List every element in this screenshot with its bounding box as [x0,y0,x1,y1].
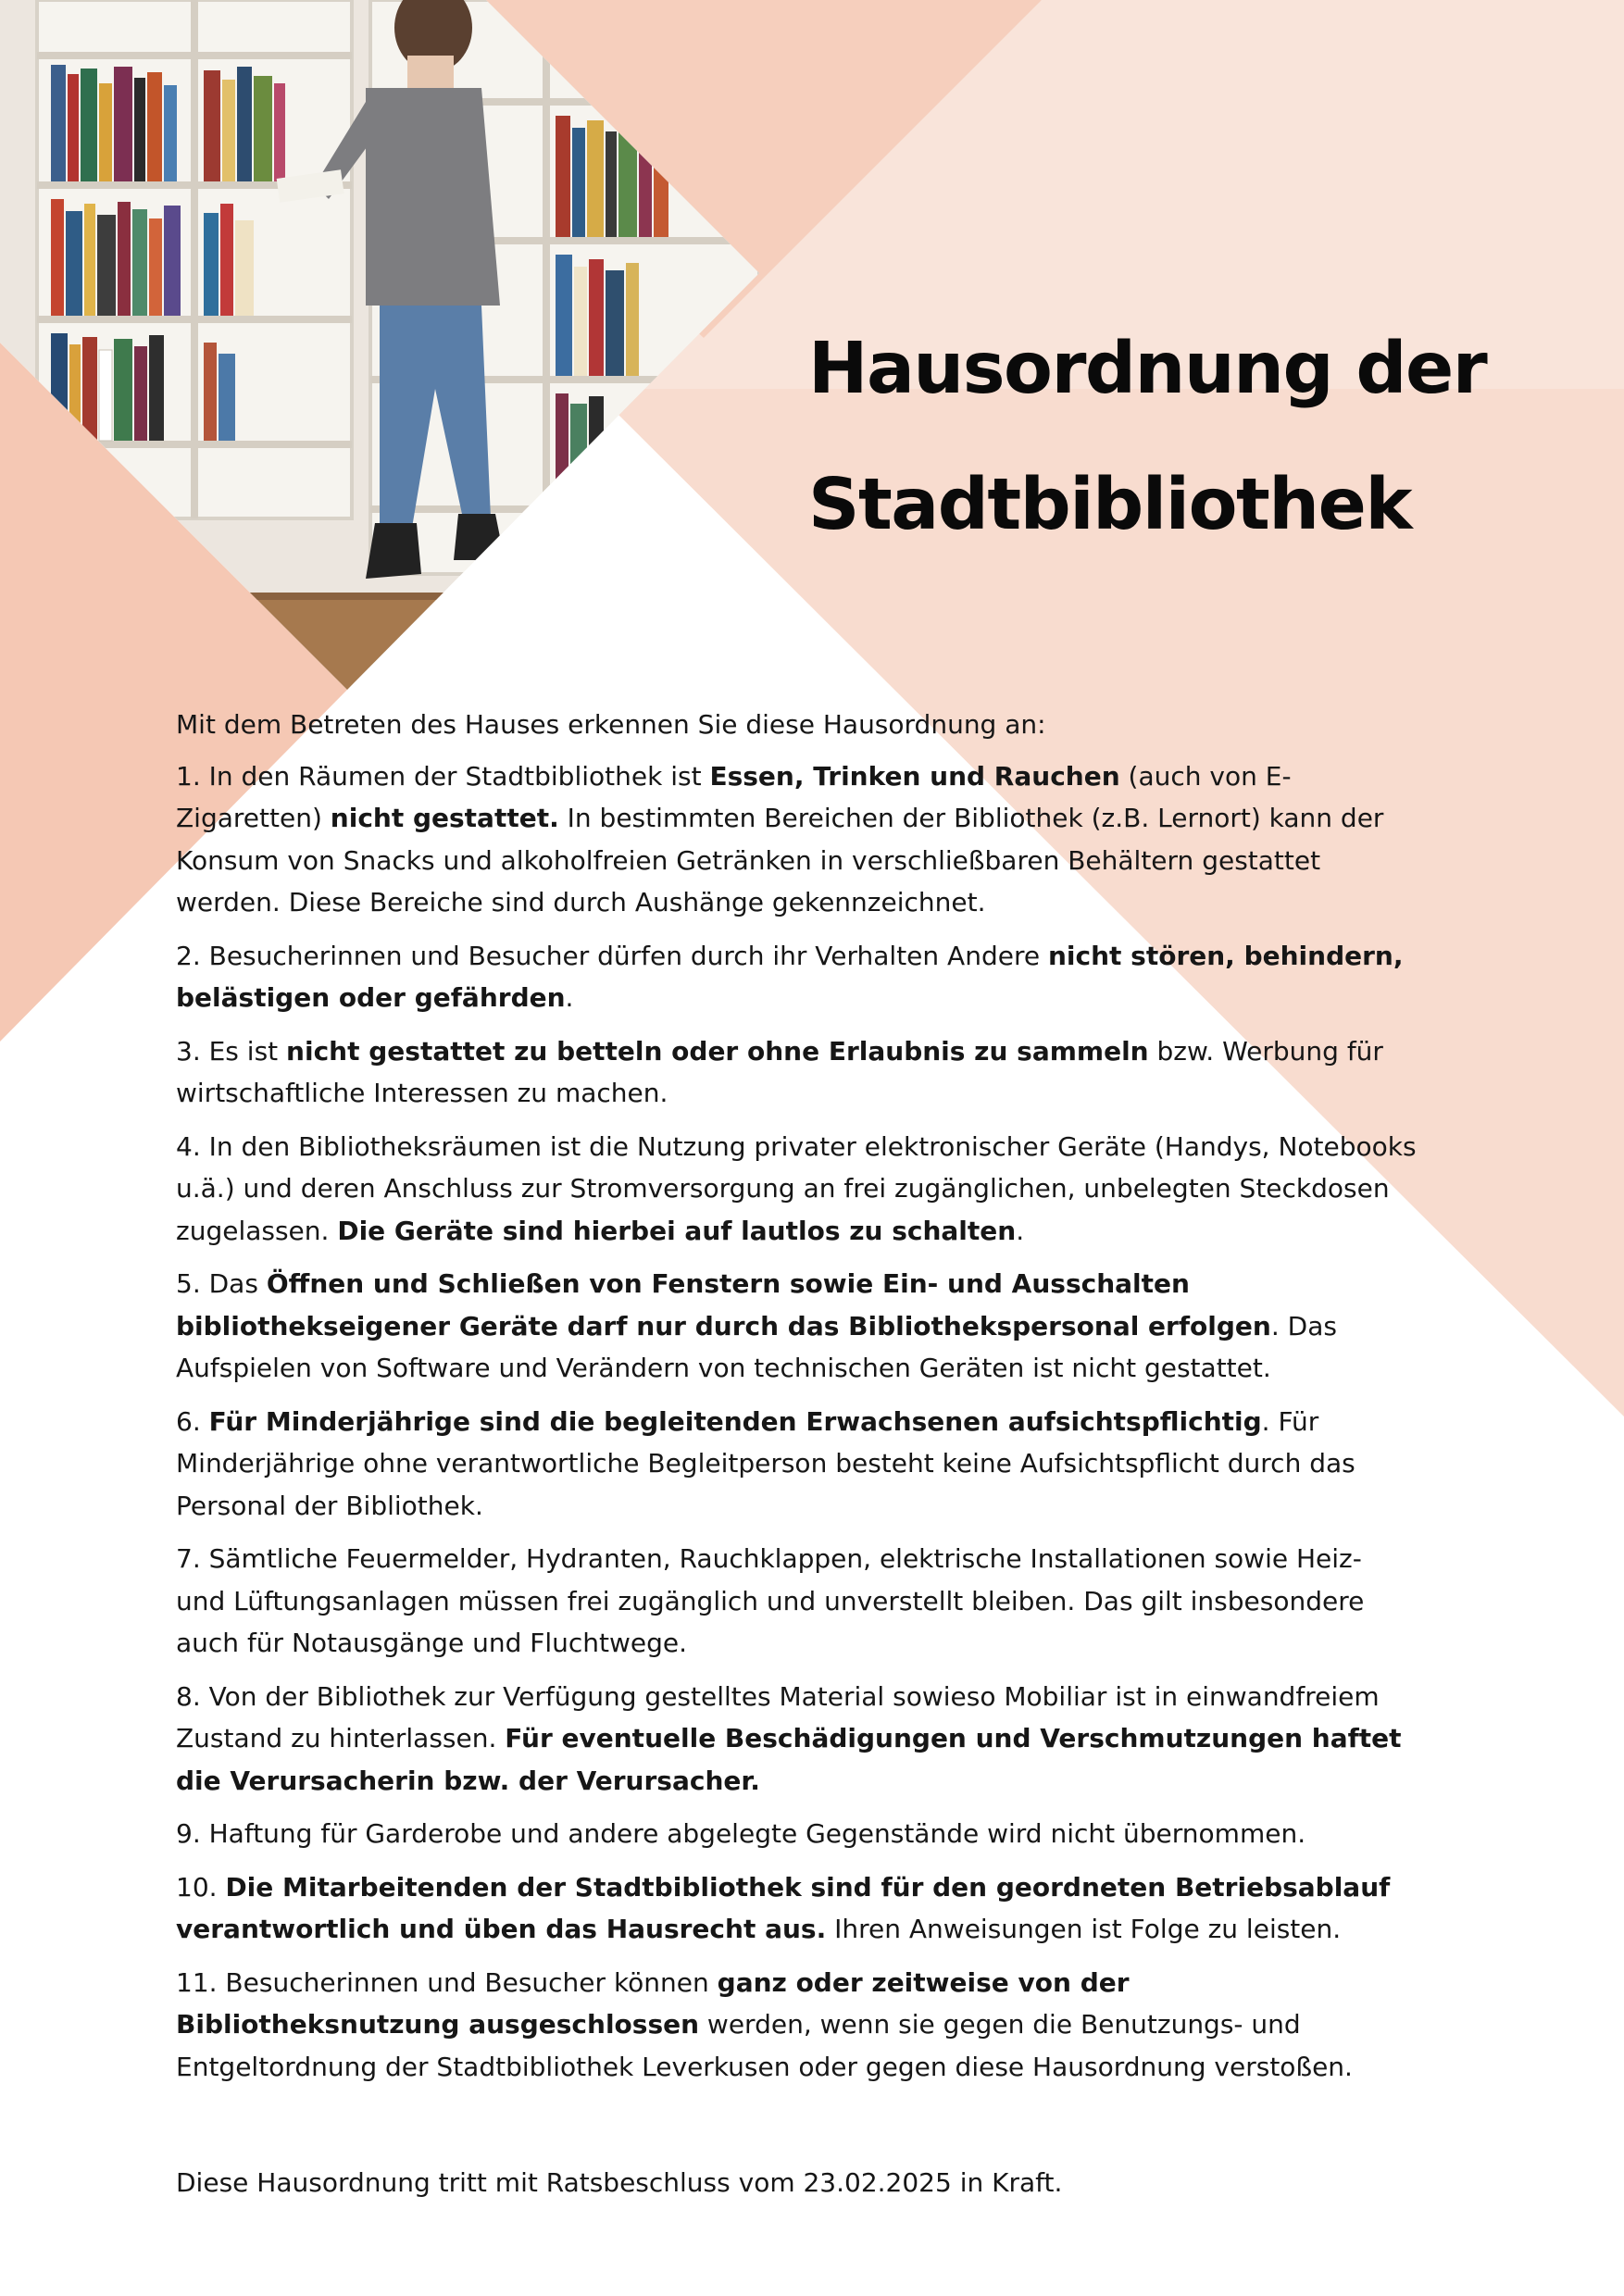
rule-9: 9. Haftung für Garderobe und andere abgelegte Gegenstände wird nicht übernommen. [176,1818,1306,1849]
footer-text: Diese Hausordnung tritt mit Ratsbeschluss vom 23.02.2025 in Kraft. [176,2167,1063,2198]
title-line-2: Stadtbibliothek [808,464,1412,546]
rule-3: 3. Es ist nicht gestattet zu betteln oder ohne Erlaubnis zu sammeln bzw. Werbung für wirtschaftliche Interessen zu machen. [176,1035,1383,1108]
rule-10: 10. Die Mitarbeitenden der Stadtbibliothek sind für den geordneten Betriebsablauf verantwortlich und üben das Hausrecht aus. Ihren Anweisungen ist Folge zu leisten. [176,1871,1391,1944]
rule-4: 4. In den Bibliotheksräumen ist die Nutzung privater elektronischer Geräte (Handys, Notebooks u.ä.) und deren Anschluss zur Stromversorgung an frei zugänglichen, unbelegten Steckdosen zugelassen. Die Geräte sind hierbei auf lautlos zu schalten. [176,1130,1417,1246]
page-title [808,301,1568,573]
rule-11: 11. Besucherinnen und Besucher können ganz oder zeitweise von der Bibliotheksnutzung ausgeschlossen werden, wenn sie gegen die Benutzungs- und Entgeltordnung der Stadtbibliothek Leverkusen oder gegen diese Hausordnung verstoßen. [176,1966,1353,2082]
rule-1: 1. In den Räumen der Stadtbibliothek ist Essen, Trinken und Rauchen (auch von E-Zigaretten) nicht gestattet. In bestimmten Bereichen der Bibliothek (z.B. Lernort) kann der Konsum von Snacks und alkoholfreien Getränken in verschließbaren Behältern gestattet werden. Diese Bereiche sind durch Aushänge gekennzeichnet. [176,760,1384,917]
rule-5: 5. Das Öffnen und Schließen von Fenstern sowie Ein- und Ausschalten bibliothekseigener Geräte darf nur durch das Bibliothekspersonal erfolgen. Das Aufspielen von Software und Verändern von technischen Geräten ist nicht gestattet. [176,1268,1337,1383]
rules-content [176,704,1417,2215]
intro-text: Mit dem Betreten des Hauses erkennen Sie diese Hausordnung an: [176,709,1046,740]
rule-7: 7. Sämtliche Feuermelder, Hydranten, Rauchklappen, elektrische Installationen sowie Heiz- und Lüftungsanlagen müssen frei zugänglich und unverstellt bleiben. Das gilt insbesondere auch für Notausgänge und Fluchtwege. [176,1543,1365,1658]
rule-6: 6. Für Minderjährige sind die begleitenden Erwachsenen aufsichtspflichtig. Für Minderjährige ohne verantwortliche Begleitperson besteht keine Aufsichtspflicht durch das Personal der Bibliothek. [176,1405,1355,1521]
rule-2: 2. Besucherinnen und Besucher dürfen durch ihr Verhalten Andere nicht stören, behindern, belästigen oder gefährden. [176,940,1404,1013]
title-line-1: Hausordnung der [808,328,1487,410]
rule-8: 8. Von der Bibliothek zur Verfügung gestelltes Material sowieso Mobiliar ist in einwandfreiem Zustand zu hinterlassen. Für eventuelle Beschädigungen und Verschmutzungen haftet die Verursacherin bzw. der Verursacher. [176,1680,1402,1796]
